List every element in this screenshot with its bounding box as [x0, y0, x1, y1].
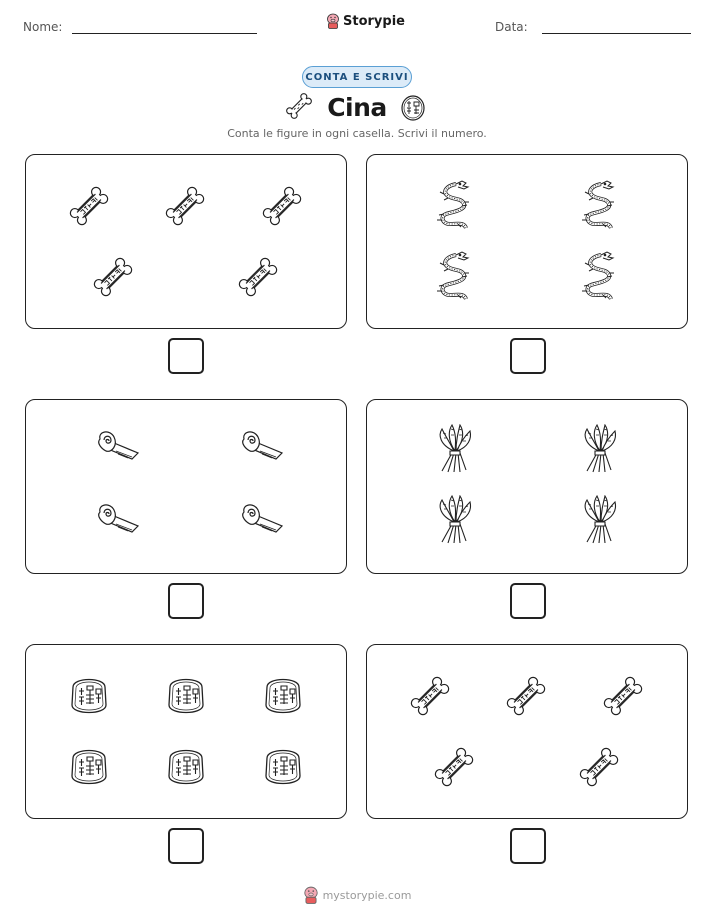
bone-icon [576, 744, 622, 795]
pig-mascot-icon [326, 13, 340, 29]
scroll-icon [231, 425, 285, 470]
brand-name: Storypie [343, 13, 405, 29]
seal-stamp-icon [263, 744, 303, 793]
answer-box[interactable] [168, 583, 204, 619]
rice-sheaf-icon [431, 424, 477, 479]
date-write-line[interactable] [542, 33, 691, 34]
bone-icon [66, 183, 112, 234]
dragon-icon [576, 179, 622, 238]
brand-logo [326, 13, 405, 29]
count-panel-scrolls [25, 399, 347, 574]
rice-sheaf-icon [431, 495, 477, 550]
count-panel-rice-sheaves [366, 399, 688, 574]
scroll-icon [87, 498, 141, 543]
dragon-icon [431, 250, 477, 309]
count-panel-bones-2 [366, 644, 688, 819]
dragon-icon [576, 250, 622, 309]
footer-url[interactable]: mystorypie.com [322, 888, 412, 902]
answer-box[interactable] [168, 338, 204, 374]
name-write-line[interactable] [72, 33, 257, 34]
seal-stamp-icon [166, 673, 206, 722]
bone-icon [503, 673, 549, 724]
scroll-icon [231, 498, 285, 543]
scroll-icon [87, 425, 141, 470]
page-title: Cina [327, 93, 387, 122]
activity-badge: CONTA E SCRIVI [302, 66, 412, 88]
seal-stamp-icon [400, 95, 426, 126]
pig-mascot-icon [303, 886, 319, 904]
date-label: Data: [495, 20, 528, 34]
rice-sheaf-icon [576, 495, 622, 550]
dragon-icon [431, 179, 477, 238]
bone-icon [235, 254, 281, 305]
bone-icon [600, 673, 646, 724]
bone-icon [431, 744, 477, 795]
count-panel-bones [25, 154, 347, 329]
answer-box[interactable] [510, 338, 546, 374]
bone-icon [259, 183, 305, 234]
seal-stamp-icon [69, 673, 109, 722]
bone-icon [162, 183, 208, 234]
instructions: Conta le figure in ogni casella. Scrivi il numero. [227, 127, 487, 140]
count-panel-seals [25, 644, 347, 819]
footer [0, 886, 714, 904]
count-panel-dragons [366, 154, 688, 329]
seal-stamp-icon [263, 673, 303, 722]
seal-stamp-icon [69, 744, 109, 793]
rice-sheaf-icon [576, 424, 622, 479]
name-label: Nome: [23, 20, 63, 34]
answer-box[interactable] [510, 828, 546, 864]
bone-icon [90, 254, 136, 305]
bone-icon [407, 673, 453, 724]
seal-stamp-icon [166, 744, 206, 793]
answer-box[interactable] [168, 828, 204, 864]
answer-box[interactable] [510, 583, 546, 619]
